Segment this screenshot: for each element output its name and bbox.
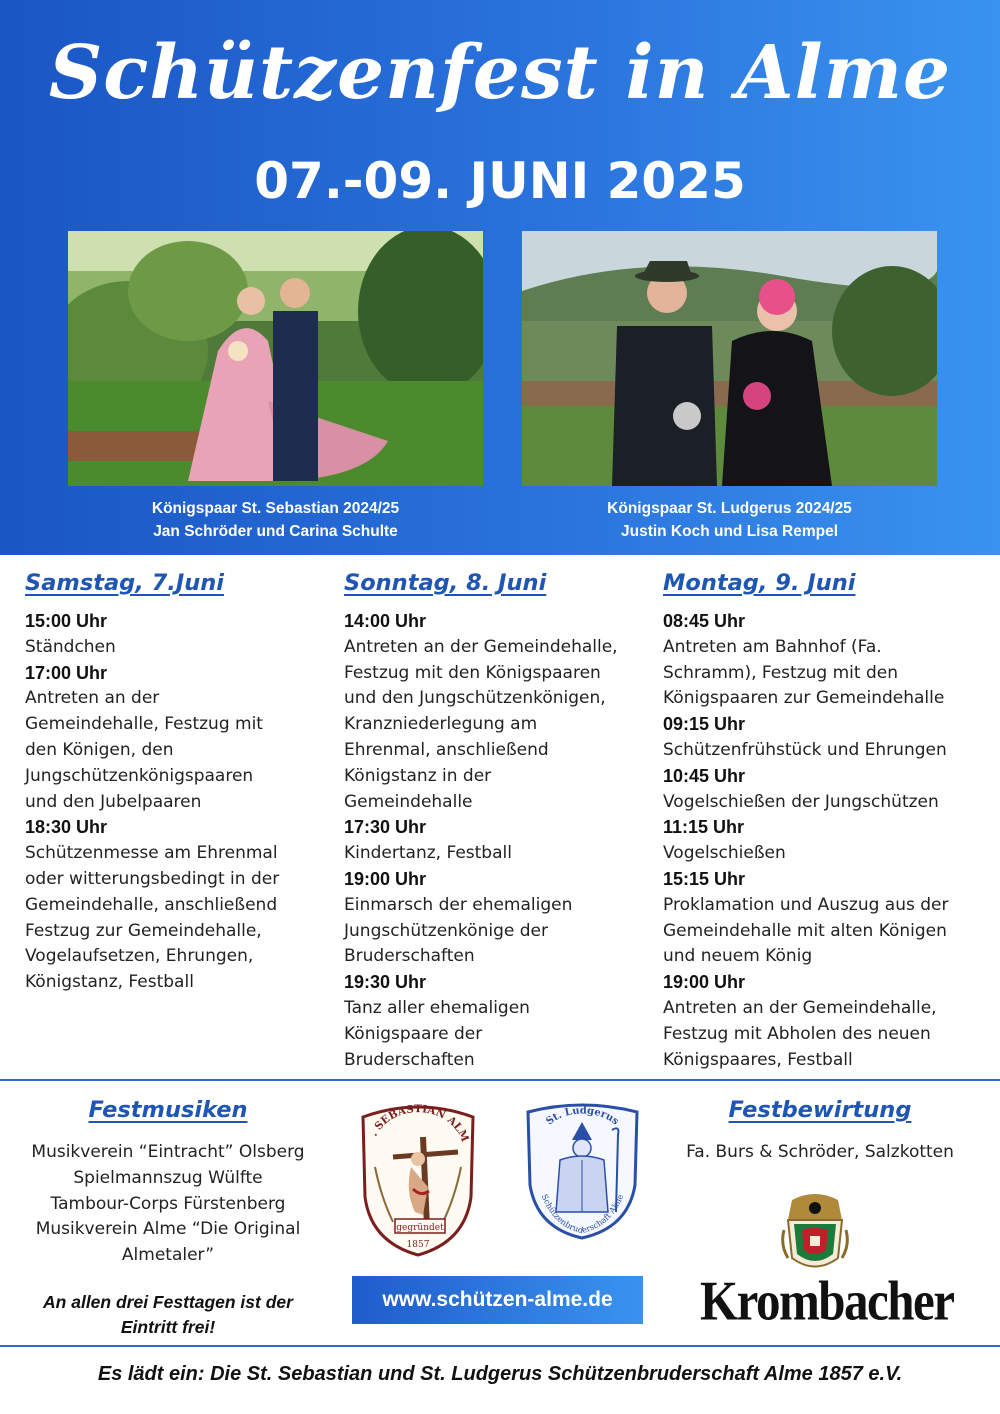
event-time: 17:30 Uhr — [344, 817, 427, 838]
event-time: 15:15 Uhr — [663, 868, 746, 889]
sebastian-crest-year: 1857 — [406, 1240, 430, 1250]
event-description: Königspaares, Festball — [663, 1049, 853, 1070]
krombacher-logo: Krombacher — [700, 1268, 954, 1333]
event-description: Jungschützenkönigspaaren — [25, 765, 254, 786]
event-description: Königstanz, Festball — [25, 972, 194, 993]
schedule-monday — [663, 566, 983, 1073]
ludgerus-crest-icon — [520, 1100, 645, 1240]
catering-title: Festbewirtung — [728, 1097, 912, 1123]
caption-line: Königspaar St. Ludgerus 2024/25 — [607, 500, 852, 517]
event-description: Gemeindehalle mit alten Königen — [663, 920, 947, 941]
event-description: Festzug mit Abholen des neuen — [663, 1023, 931, 1044]
caption-line: Königspaar St. Sebastian 2024/25 — [151, 500, 400, 517]
event-description: den Königen, den — [25, 739, 174, 760]
ludgerus-crest-bottom-text: Schützenbruderschaft Alme — [539, 1192, 626, 1236]
event-description: Königspaaren zur Gemeindehalle — [663, 688, 945, 709]
event-description: Festzug zur Gemeindehalle, — [25, 920, 262, 941]
sebastian-crest-banner: gegründet — [396, 1223, 444, 1233]
event-description: Vogelaufsetzen, Ehrungen, — [25, 946, 254, 967]
event-description: Gemeindehalle, anschließend — [25, 894, 278, 915]
sebastian-crest-icon — [353, 1097, 483, 1257]
event-description: Tanz aller ehemaligen — [344, 997, 530, 1018]
music-list — [18, 1140, 318, 1269]
free-entry-line: An allen drei Festtagen ist der — [43, 1292, 293, 1312]
schedule-sunday — [344, 566, 649, 1073]
event-date: 07.-09. JUNI 2025 — [254, 152, 746, 210]
day-title: Sonntag, 8. Juni — [344, 570, 547, 596]
schedule-saturday — [25, 566, 325, 996]
ludgerus-crest-top-text: St. Ludgerus — [544, 1105, 621, 1128]
event-description: Vogelschießen der Jungschützen — [663, 791, 939, 812]
event-description: Schützenmesse am Ehrenmal — [25, 843, 278, 864]
event-description: Königstanz in der — [344, 765, 492, 786]
event-time: 10:45 Uhr — [663, 765, 746, 786]
music-item: Tambour-Corps Fürstenberg — [50, 1193, 286, 1214]
event-description: Antreten an der — [25, 688, 160, 709]
section-divider — [0, 1345, 1000, 1347]
event-description: Antreten an der Gemeindehalle, — [663, 997, 937, 1018]
event-description: Ehrenmal, anschließend — [344, 739, 549, 760]
event-description: Schramm), Festzug mit den — [663, 662, 898, 683]
event-description: und neuem König — [663, 946, 813, 967]
event-description: Antreten am Bahnhof (Fa. — [663, 636, 882, 657]
header-banner — [0, 0, 1000, 555]
event-description: Bruderschaften — [344, 1049, 475, 1070]
catering-text: Fa. Burs & Schröder, Salzkotten — [686, 1142, 954, 1162]
day-title: Montag, 9. Juni — [663, 570, 856, 596]
event-description: Antreten an der Gemeindehalle, — [344, 636, 618, 657]
music-item: Musikverein Alme “Die Original — [35, 1219, 301, 1240]
event-description: Kranzniederlegung am — [344, 714, 538, 735]
footer-invitation: Es lädt ein: Die St. Sebastian und St. Ludgerus Schützenbruderschaft Alme 1857 e.V. — [97, 1363, 903, 1385]
event-time: 19:30 Uhr — [344, 972, 427, 993]
event-time: 19:00 Uhr — [344, 868, 427, 889]
caption-couple-sebastian — [68, 497, 483, 543]
event-description: und den Jungschützenkönigen, — [344, 688, 606, 709]
section-divider — [0, 1079, 1000, 1081]
photo-couple-ludgerus — [522, 231, 937, 486]
event-description: oder witterungsbedingt in der — [25, 868, 280, 889]
event-time: 17:00 Uhr — [25, 662, 108, 683]
event-description: Königspaare der — [344, 1023, 483, 1044]
photo-couple-sebastian — [68, 231, 483, 486]
event-description: Proklamation und Auszug aus der — [663, 894, 949, 915]
caption-line: Justin Koch und Lisa Rempel — [620, 523, 839, 540]
event-time: 15:00 Uhr — [25, 611, 108, 631]
event-description: Ständchen — [25, 636, 116, 657]
event-time: 11:15 Uhr — [663, 817, 745, 838]
event-description: Schützenfrühstück und Ehrungen — [663, 739, 947, 760]
event-description: Bruderschaften — [344, 946, 475, 967]
event-description: Kindertanz, Festball — [344, 843, 512, 864]
event-time: 19:00 Uhr — [663, 972, 746, 993]
event-time: 18:30 Uhr — [25, 817, 108, 838]
website-link[interactable]: www.schützen-alme.de — [352, 1276, 643, 1324]
sebastian-crest-text: . SEBASTIAN ALM — [367, 1103, 471, 1144]
music-item: Musikverein “Eintracht” Olsberg — [31, 1142, 305, 1162]
event-description: Gemeindehalle — [344, 791, 473, 812]
music-item: Almetaler” — [121, 1245, 215, 1266]
event-description: Gemeindehalle, Festzug mit — [25, 714, 263, 735]
event-time: 08:45 Uhr — [663, 611, 746, 631]
event-description: Festzug mit den Königspaaren — [344, 662, 601, 683]
caption-line: Jan Schröder und Carina Schulte — [153, 523, 398, 540]
event-time: 09:15 Uhr — [663, 714, 746, 735]
krombacher-emblem-icon — [780, 1190, 850, 1275]
event-description: Jungschützenkönige der — [344, 920, 548, 941]
free-entry-line: Eintritt frei! — [120, 1317, 216, 1337]
free-entry-note — [18, 1290, 318, 1340]
caption-couple-ludgerus — [522, 497, 937, 543]
event-description: Einmarsch der ehemaligen — [344, 894, 573, 915]
page-title: Schützenfest in Alme — [48, 30, 952, 116]
day-title: Samstag, 7.Juni — [25, 570, 224, 596]
music-title: Festmusiken — [88, 1097, 248, 1123]
event-description: und den Jubelpaaren — [25, 791, 202, 812]
event-description: Vogelschießen — [663, 843, 786, 864]
event-time: 14:00 Uhr — [344, 611, 427, 631]
music-item: Spielmannszug Wülfte — [73, 1167, 263, 1188]
